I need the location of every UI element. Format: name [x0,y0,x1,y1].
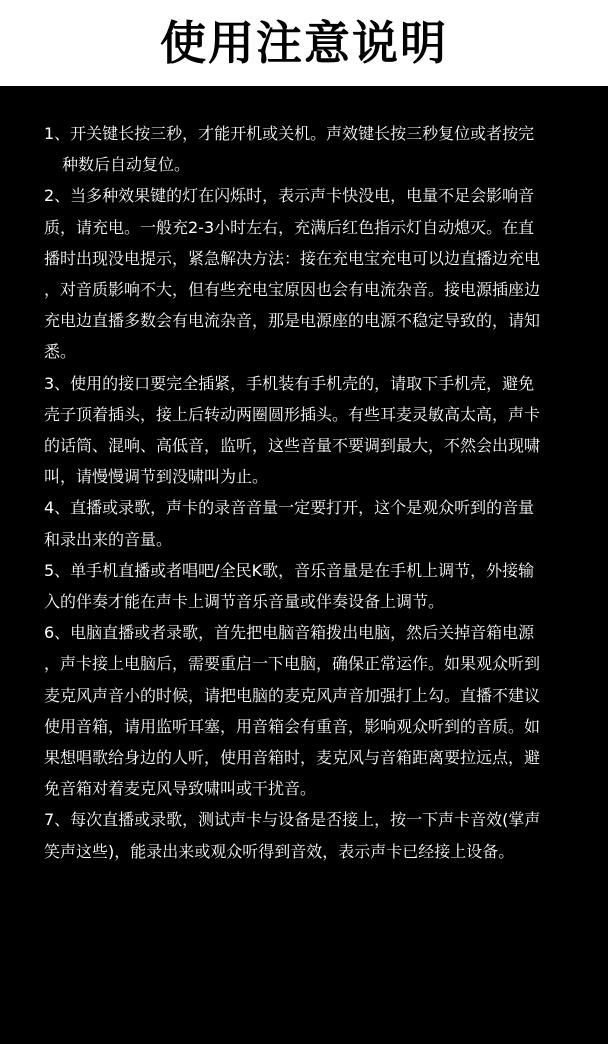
instruction-line: ，声卡接上电脑后，需要重启一下电脑，确保正常运作。如果观众听到 [44,654,541,674]
instruction-line: 7、每次直播或录歌，测试声卡与设备是否接上，按一下声卡音效(掌声 [44,810,541,830]
instruction-line: 入的伴奏才能在声卡上调节音乐音量或伴奏设备上调节。 [44,592,445,612]
instruction-item-3 [44,368,574,493]
instructions-panel [0,86,608,1044]
instruction-line: 4、直播或录歌，声卡的录音音量一定要打开，这个是观众听到的音量 [44,498,535,518]
instruction-line: 3、使用的接口要完全插紧，手机装有手机壳的，请取下手机壳，避免 [44,373,535,393]
instruction-item-6 [44,617,574,804]
instruction-line: 充电边直播多数会有电流杂音，那是电源座的电源不稳定导致的，请知 [44,311,541,331]
page-title: 使用注意说明 [160,16,448,70]
instruction-line: 叫，请慢慢调节到没啸叫为止。 [44,467,269,487]
instruction-line: 悉。 [44,342,77,362]
instruction-line: 免音箱对着麦克风导致啸叫或干扰音。 [44,779,317,799]
instruction-item-5 [44,555,574,617]
instruction-line: 6、电脑直播或者录歌，首先把电脑音箱拨出电脑，然后关掉音箱电源 [44,623,535,643]
instruction-line: 质，请充电。一般充2-3小时左右，充满后红色指示灯自动熄灭。在直 [44,217,535,237]
instruction-item-1 [44,118,574,180]
instruction-line: 5、单手机直播或者唱吧/全民K歌，音乐音量是在手机上调节，外接输 [44,560,535,580]
instruction-line: ，对音质影响不大，但有些充电宝原因也会有电流杂音。接电源插座边 [44,280,541,300]
instruction-line: 播时出现没电提示，紧急解决方法：接在充电宝充电可以边直播边充电 [44,248,541,268]
instruction-line: 的话筒、混响、高低音，监听，这些音量不要调到最大，不然会出现啸 [44,436,541,456]
instruction-item-2 [44,180,574,367]
instruction-line: 和录出来的音量。 [44,529,173,549]
instruction-line: 使用音箱，请用监听耳塞，用音箱会有重音，影响观众听到的音质。如 [44,716,541,736]
instruction-item-7 [44,804,574,866]
instructions-list [44,118,574,867]
header [0,0,608,86]
instruction-item-4 [44,492,574,554]
instruction-line: 笑声这些)，能录出来或观众听得到音效，表示声卡已经接上设备。 [44,841,515,861]
instruction-line: 壳子顶着插头，接上后转动两圈圆形插头。有些耳麦灵敏高太高，声卡 [44,404,541,424]
instruction-line: 2、当多种效果键的灯在闪烁时，表示声卡快没电，电量不足会影响音 [44,186,535,206]
instruction-line: 麦克风声音小的时候，请把电脑的麦克风声音加强打上勾。直播不建议 [44,685,541,705]
instruction-line: 果想唱歌给身边的人听，使用音箱时，麦克风与音箱距离要拉远点，避 [44,748,541,768]
instruction-line: 1、开关键长按三秒，才能开机或关机。声效键长按三秒复位或者按完 [44,124,535,143]
instruction-line: 种数后自动复位。 [62,155,191,175]
